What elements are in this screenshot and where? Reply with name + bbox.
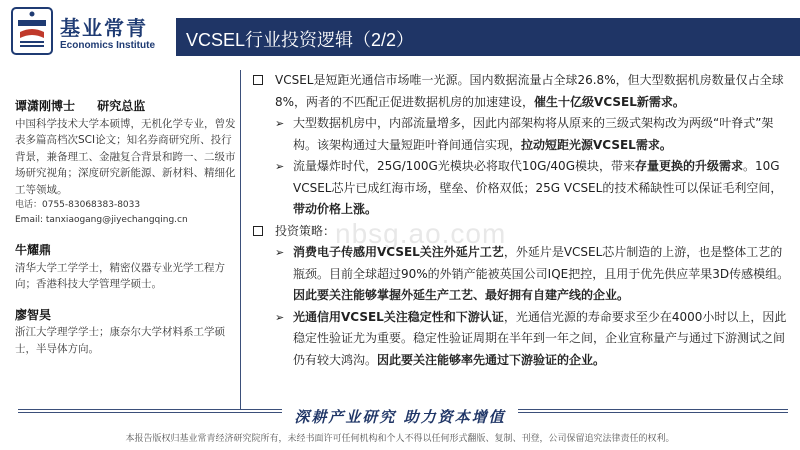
- square-bullet-icon: [253, 75, 263, 85]
- arrow-bullet-icon: ➢: [275, 160, 285, 173]
- logo-name-cn: 基业常青: [60, 16, 148, 40]
- analyst-name: 牛耀鼎: [15, 243, 52, 257]
- sub-bullet-point: ➢ 流量爆炸时代，25G/100G光模块必将取代10G/40G模块，带来存量更换的升级需求。10G VCSEL芯片已成红海市场，壁垒、价格双低；25G VCSEL的技术稀缺性可以保证毛利空间，带动价格上涨。: [253, 156, 793, 221]
- analyst-phone: 电话：0755-83068383-8033: [15, 200, 141, 210]
- column-divider: [240, 70, 241, 410]
- arrow-bullet-icon: ➢: [275, 310, 285, 324]
- analyst-role: 研究总监: [97, 99, 146, 113]
- analyst-sidebar: [15, 98, 237, 371]
- logo: [8, 4, 178, 64]
- analyst-bio: 清华大学工学学士，精密仪器专业光学工程方向；香港科技大学管理学硕士。: [15, 261, 225, 290]
- analyst-bio: 浙江大学理学学士；康奈尔大学材料系工学硕士，半导体方向。: [15, 326, 225, 355]
- bullet-point: VCSEL是短距光通信市场唯一光源。国内数据流量占全球26.8%，但大型数据机房数量仅占全球8%，两者的不匹配正促进数据机房的加速建设，催生十亿级VCSEL新需求。: [253, 70, 793, 113]
- square-bullet-icon: [253, 226, 263, 236]
- main-content: [253, 70, 793, 371]
- watermark: nbsg.ao.com: [335, 218, 507, 249]
- title-bar: [176, 18, 800, 56]
- arrow-bullet-icon: ➢: [275, 246, 285, 259]
- institute-seal-icon: [10, 6, 54, 56]
- footer-slogan: 深耕产业研究 助力资本增值: [0, 406, 800, 427]
- analyst-email: Email: tanxiaogang@jiyechangqing.cn: [15, 215, 188, 225]
- analyst-card: [15, 307, 237, 358]
- sub-bullet-point: ➢ 消费电子传感用VCSEL关注外延片工艺，外延片是VCSEL芯片制造的上游，也是整体工艺的瓶颈。目前全球超过90%的外销产能被英国公司IQE把控，且用于优先供应苹果3D传感模组。因此要关注能够掌握外延生产工艺、最好拥有自建产线的企业。: [253, 242, 793, 307]
- bullet-point: 投资策略：: [253, 221, 793, 243]
- copyright-disclaimer: 本报告版权归基业常青经济研究院所有，未经书面许可任何机构和个人不得以任何形式翻版、复制、刊登，公司保留追究法律责任的权利。: [125, 434, 675, 444]
- analyst-bio: 中国科学技术大学本硕博，无机化学专业，曾发表多篇高档次SCI论文；知名券商研究所、投行背景，兼备理工、金融复合背景和跨一、二级市场研究视角；深度研究新能源、新材料、精细化工等领域。: [15, 117, 236, 196]
- analyst-card: [15, 242, 237, 293]
- arrow-bullet-icon: ➢: [275, 117, 285, 130]
- analyst-name: 廖智昊: [15, 307, 52, 322]
- sub-bullet-point: ➢ 大型数据机房中，内部流量增多，因此内部架构将从原来的三级式架构改为两级“叶脊式”架构。该架构通过大量短距叶脊间通信实现，拉动短距光源VCSEL需求。: [253, 113, 793, 156]
- sub-bullet-point: ➢ 光通信用VCSEL关注稳定性和下游认证，光通信光源的寿命要求至少在4000小时以上，因此稳定性验证尤为重要。稳定性验证周期在半年到一年之间，企业宣称量产与通过下游测试之间仍有较大鸿沟。因此要关注能够率先通过下游验证的企业。: [253, 307, 793, 372]
- page-title: VCSEL行业投资逻辑（2/2）: [186, 30, 415, 50]
- analyst-name: 谭潇刚博士: [15, 99, 76, 113]
- analyst-card: [15, 98, 237, 228]
- logo-name-en: Economics Institute: [60, 40, 156, 51]
